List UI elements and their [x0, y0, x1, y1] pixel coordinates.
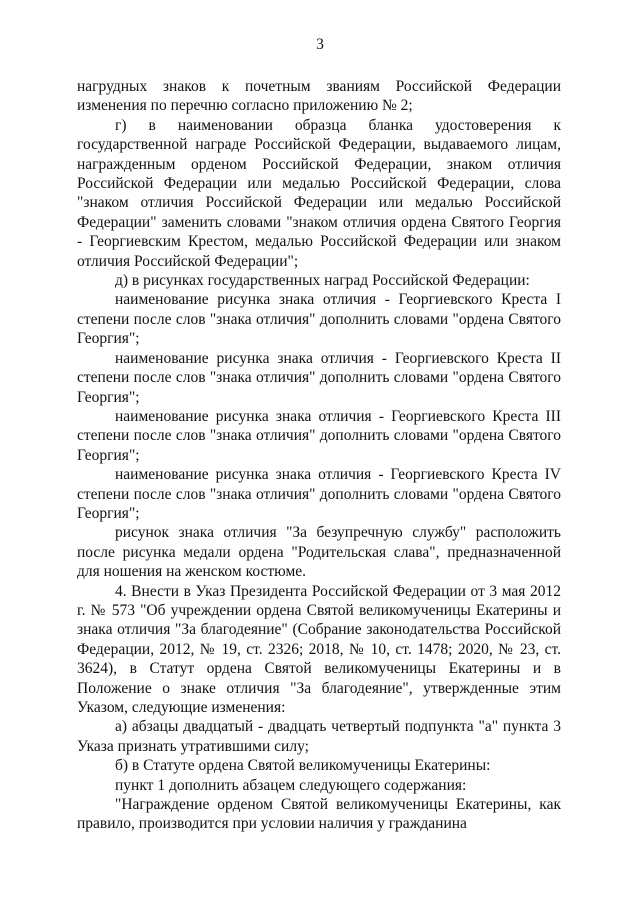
paragraph-impeccable-service: рисунок знака отличия "За безупречную службу" расположить после рисунка медали ордена "Родительская слава", предназначенной для ношения на женском костюме. [77, 524, 561, 581]
paragraph-cross-degree-3: наименование рисунка знака отличия - Георгиевского Креста III степени после слов "знака отличия" дополнить словами "ордена Святого Георгия"; [77, 407, 561, 464]
paragraph-point-1: пункт 1 дополнить абзацем следующего содержания: [115, 776, 467, 794]
paragraph-item-b: б) в Статуте ордена Святой великомученицы Екатерины: [115, 757, 491, 775]
document-body [77, 77, 561, 834]
paragraph-continuation: нагрудных знаков к почетным званиям Российской Федерации изменения по перечню согласно приложению № 2; [77, 78, 561, 115]
paragraph-cross-degree-1: наименование рисунка знака отличия - Георгиевского Креста I степени после слов "знака отличия" дополнить словами "ордена Святого Георгия"; [77, 291, 561, 348]
page-number: 3 [316, 36, 324, 53]
paragraph-cross-degree-4: наименование рисунка знака отличия - Георгиевского Креста IV степени после слов "знака отличия" дополнить словами "ордена Святого Георгия"; [77, 466, 561, 522]
paragraph-quote: "Награждение орденом Святой великомученицы Екатерины, как правило, производится при условии наличия у гражданина [77, 796, 561, 833]
paragraph-item-g: г) в наименовании образца бланка удостоверения к государственной награде Российской Федерации, выдаваемого лицам, награжденным орденом Российской Федерации, знаком отличия Российской Федерации или медалью Российской Федерации, слова "знаком отличия Российской Федерации или медалью Российской Федерации" заменить словами "знаком отличия ордена Святого Георгия - Георгиевским Крестом, медалью Российской Федерации или знаком отличия Российской Федерации"; [77, 116, 561, 270]
paragraph-item-a: а) абзацы двадцатый - двадцать четвертый подпункта "а" пункта 3 Указа признать утратившими силу; [77, 718, 561, 755]
paragraph-item-4: 4. Внести в Указ Президента Российской Федерации от 3 мая 2012 г. № 573 "Об учреждении ордена Святой великомученицы Екатерины и знака отличия "За благодеяние" (Собрание законодательства Российской Федерации, 2012, № 19, ст. 2326; 2018, № 10, ст. 1478; 2020, № 23, ст. 3624), в Статут ордена Святой великомученицы Екатерины и в Положение о знаке отличия "За благодеяние", утвержденные этим Указом, следующие изменения: [77, 582, 561, 716]
paragraph-cross-degree-2: наименование рисунка знака отличия - Георгиевского Креста II степени после слов "знака отличия" дополнить словами "ордена Святого Георгия"; [77, 349, 561, 406]
paragraph-item-d: д) в рисунках государственных наград Российской Федерации: [115, 272, 530, 290]
